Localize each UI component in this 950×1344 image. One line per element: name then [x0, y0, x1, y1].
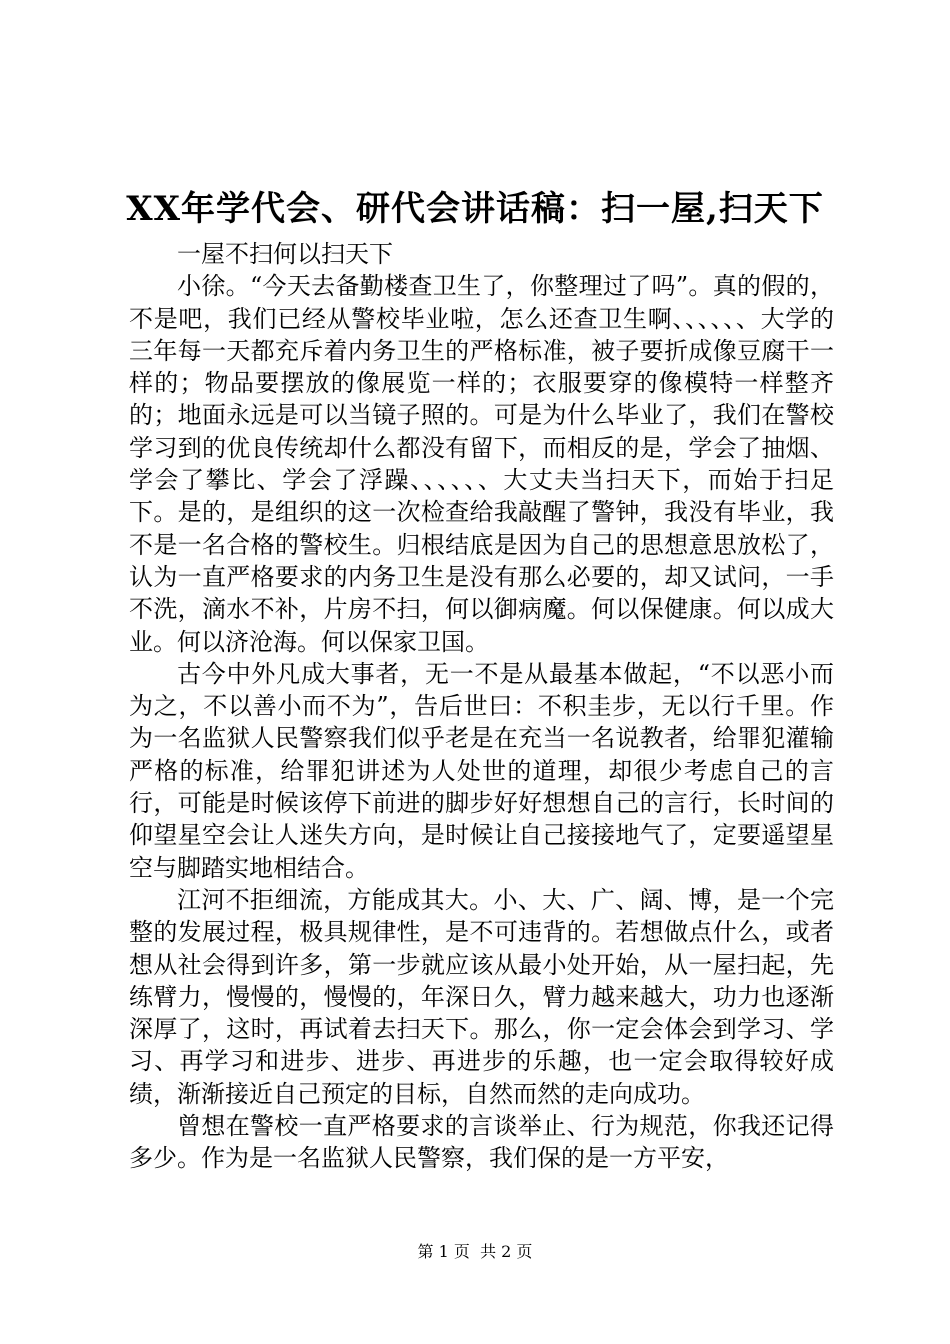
page-number-footer: 第 1 页 共 2 页	[417, 1242, 533, 1261]
paragraph: 小徐。“今天去备勤楼查卫生了，你整理过了吗”。真的假的，不是吧，我们已经从警校毕业啦，怎么还查卫生啊、、、、、、大学的三年每一天都充斥着内务卫生的严格标准，被子要折成像豆腐干一样的；物品要摆放的像展览一样的；衣服要穿的像模特一样整齐的；地面永远是可以当镜子照的。可是为什么毕业了，我们在警校学习到的优良传统却什么都没有留下，而相反的是，学会了抽烟、学会了攀比、学会了浮躁、、、、、、大丈夫当扫天下，而始于扫足下。是的，是组织的这一次检查给我敲醒了警钟，我没有毕业，我不是一名合格的警校生。归根结底是因为自己的思想意思放松了，认为一直严格要求的内务卫生是没有那么必要的，却又试问，一手不洗，滴水不补，片房不扫，何以御病魔。何以保健康。何以成大业。何以济沧海。何以保家卫国。	[129, 272, 834, 656]
paragraph-subtitle: 一屋不扫何以扫天下	[177, 240, 393, 268]
document-body	[129, 238, 834, 1175]
paragraph: 古今中外凡成大事者，无一不是从最基本做起，“不以恶小而为之，不以善小而不为”，告后世曰：不积圭步，无以行千里。作为一名监狱人民警察我们似乎老是在充当一名说教者，给罪犯灌输严格的标准，给罪犯讲述为人处世的道理，却很少考虑自己的言行，可能是时候该停下前进的脚步好好想想自己的言行，长时间的仰望星空会让人迷失方向，是时候让自己接接地气了，定要遥望星空与脚踏实地相结合。	[129, 659, 834, 882]
paragraph: 曾想在警校一直严格要求的言谈举止、行为规范，你我还记得多少。作为是一名监狱人民警察，我们保的是一方平安，	[129, 1112, 834, 1173]
document-title: XX年学代会、研代会讲话稿：扫一屋,扫天下	[126, 189, 824, 229]
paragraph: 江河不拒细流，方能成其大。小、大、广、阔、博，是一个完整的发展过程，极具规律性，是不可违背的。若想做点什么，或者想从社会得到许多，第一步就应该从最小处开始，从一屋扫起，先练臂力，慢慢的，慢慢的，年深日久，臂力越来越大，功力也逐渐深厚了，这时，再试着去扫天下。那么，你一定会体会到学习、学习、再学习和进步、进步、再进步的乐趣，也一定会取得较好成绩，渐渐接近自己预定的目标，自然而然的走向成功。	[129, 885, 834, 1108]
